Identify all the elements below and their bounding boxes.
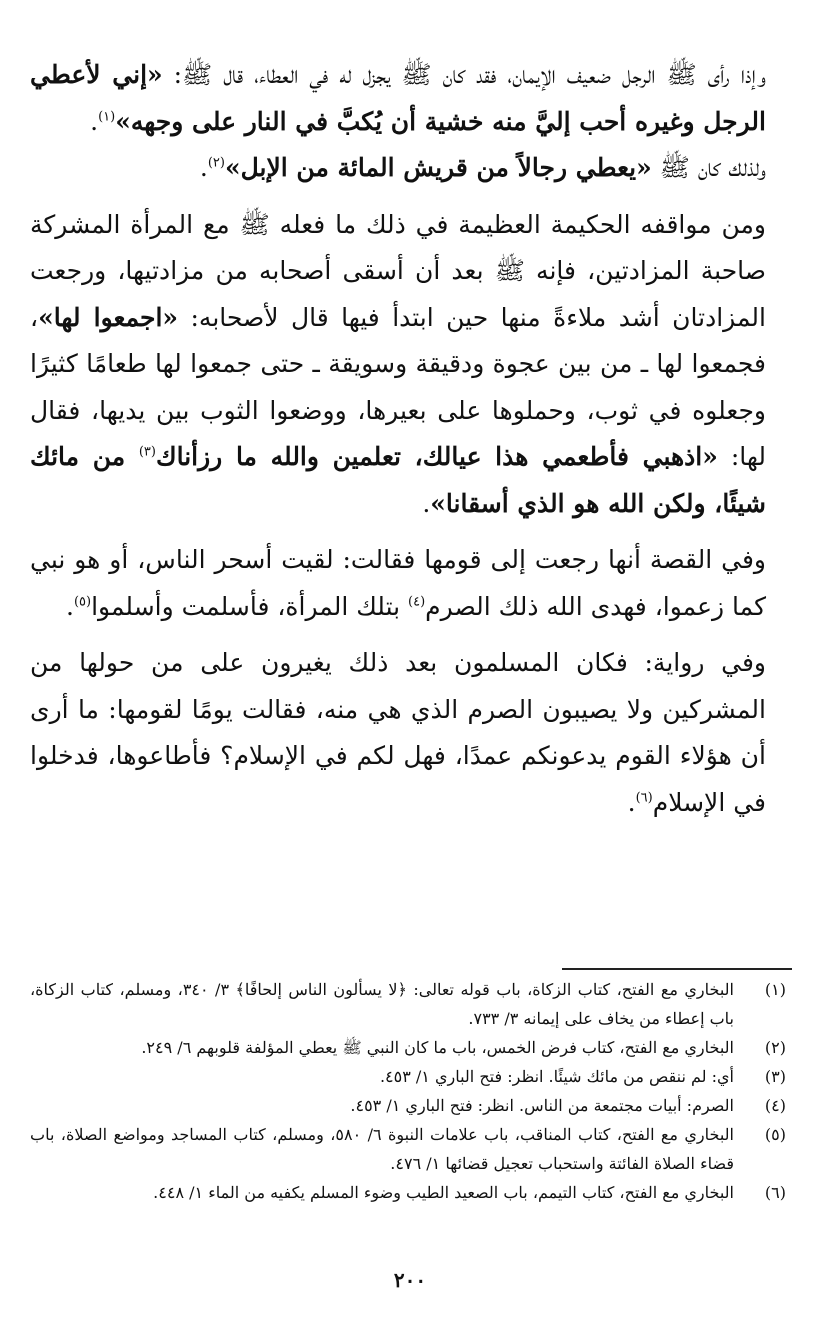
footnote-number: (٦) <box>764 1183 786 1202</box>
footnote-ref: (٦) <box>635 790 653 806</box>
text-run: ولذلك كان ﷺ <box>651 153 766 182</box>
page-number: ٢٠٠ <box>393 1268 427 1292</box>
footnote-ref: (٣) <box>138 444 156 460</box>
footnote <box>30 1033 790 1062</box>
footnote-ref: (٢) <box>207 155 225 171</box>
footnote-text: أي: لم ننقص من مائك شيئًا. انظر: فتح الباري ١/ ٤٥٣. <box>379 1067 734 1086</box>
text-run: . <box>199 153 208 182</box>
text-run: . <box>627 787 636 817</box>
text-run: ومن مواقفه الحكيمة العظيمة في ذلك ما فعله ﷺ مع المرأة المشركة صاحبة المزادتين، فإنه ﷺ بعد أن أسقى أصحابه من مزادتيها، ورجعت المزادتان أشد ملاءةً منها حين ابتدأ فيها قال لأصحابه: <box>30 209 766 332</box>
text-run: وفي القصة أنها رجعت إلى قومها فقالت: لقيت أسحر الناس، أو هو نبي كما زعموا، فهدى الله ذلك الصرم <box>30 545 766 621</box>
footnote-number: (١) <box>764 980 786 999</box>
footnote-text: البخاري مع الفتح، كتاب فرض الخمس، باب ما كان النبي ﷺ يعطي المؤلفة قلوبهم ٦/ ٢٤٩. <box>141 1038 734 1057</box>
hadith-quote: من مائك شيئًا، ولكن الله هو الذي أسقانا» <box>30 442 766 518</box>
text-run: وفي رواية: فكان المسلمون بعد ذلك يغيرون على من حولها من المشركين ولا يصيبون الصرم الذي هي منه، فقالت يومًا لقومها: ما أرى أن هؤلاء القوم يدعونكم عمدًا، فهل لكم في الإسلام؟ فأطاعوها، فدخلوا في الإسلام <box>30 648 766 817</box>
paragraph-3 <box>30 202 792 528</box>
hadith-quote: «إني لأعطي الرجل وغيره أحب إليَّ منه خشية أن يُكبَّ في النار على وجهه» <box>30 60 766 136</box>
text-run: . <box>422 488 431 518</box>
text-run: . <box>66 591 74 621</box>
footnote-ref: (٤) <box>408 594 426 610</box>
footnote-ref: (٥) <box>73 594 92 610</box>
footnote-text: البخاري مع الفتح، كتاب الزكاة، باب قوله تعالى: ﴿لا يسألون الناس إلحافًا﴾ ٣/ ٣٤٠، ومسلم، كتاب الزكاة، باب إعطاء من يخاف على إيمانه ٣/ ٧٣٣. <box>30 980 734 1028</box>
text-run: وإذا رأى ﷺ الرجل ضعيف الإيمان، فقد كان ﷺ يجزل له في العطاء، قال ﷺ: <box>162 60 766 89</box>
paragraph-4 <box>30 537 792 630</box>
footnotes <box>30 975 790 1207</box>
text-run: بتلك المرأة، فأسلمت وأسلموا <box>91 591 409 621</box>
footnote-separator <box>562 968 792 970</box>
footnote <box>30 1178 790 1207</box>
text-run: ، فجمعوا لها ـ من بين عجوة ودقيقة وسويقة ـ حتى جمعوا لها طعامًا كثيرًا وجعلوه في ثوب، وحملوها على بعيرها، ووضعوا الثوب بين يديها، فقال لها: <box>30 302 767 471</box>
main-text <box>30 52 792 826</box>
footnote-text: البخاري مع الفتح، كتاب المناقب، باب علامات النبوة ٦/ ٥٨٠، ومسلم، كتاب المساجد ومواضع الصلاة، باب قضاء الصلاة الفائتة واستحباب تعجيل قضائها ١/ ٤٧٦. <box>30 1125 734 1173</box>
text-run: . <box>90 106 99 136</box>
footnote-number: (٤) <box>764 1096 786 1115</box>
footnote <box>30 1120 790 1178</box>
hadith-quote: «يعطي رجالاً من قريش المائة من الإبل» <box>224 153 652 182</box>
hadith-quote: «اذهبي فأطعمي هذا عيالك، تعلمين والله ما رزأناك <box>155 442 718 471</box>
footnote <box>30 975 790 1033</box>
footnote-number: (٥) <box>764 1125 786 1144</box>
hadith-quote: «اجمعوا لها» <box>38 302 179 332</box>
footnote-text: البخاري مع الفتح، كتاب التيمم، باب الصعيد الطيب وضوء المسلم يكفيه من الماء ١/ ٤٤٨. <box>153 1183 734 1202</box>
footnote-ref: (١) <box>98 109 116 125</box>
footnote <box>30 1062 790 1091</box>
footnote-number: (٣) <box>764 1067 786 1086</box>
footnote <box>30 1091 790 1120</box>
footnote-text: الصرم: أبيات مجتمعة من الناس. انظر: فتح الباري ١/ ٤٥٣. <box>350 1096 734 1115</box>
paragraph-5 <box>30 640 792 826</box>
footnote-number: (٢) <box>764 1038 786 1057</box>
paragraph-1 <box>30 52 792 145</box>
paragraph-2 <box>30 145 792 192</box>
